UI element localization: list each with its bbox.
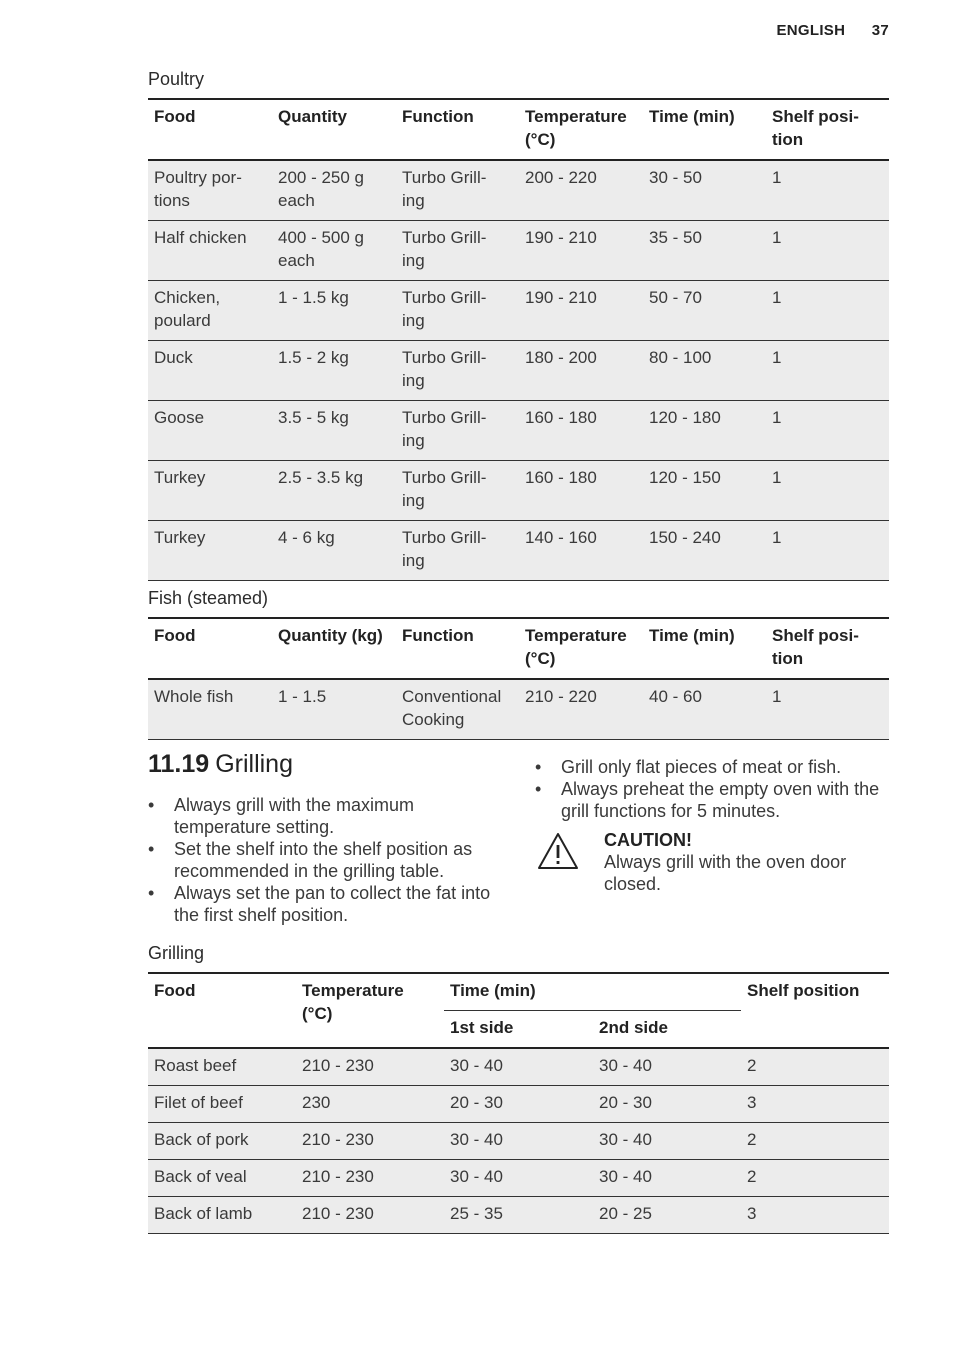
section-number: 11.19 xyxy=(148,750,210,778)
cell-shelf: 3 xyxy=(747,1204,757,1223)
header-temperature: Temperature (°C) xyxy=(519,99,643,160)
cell-second-side: 20 - 30 xyxy=(599,1093,652,1112)
cell-first-side: 30 - 40 xyxy=(450,1056,503,1075)
cell-temperature: 210 - 230 xyxy=(302,1167,374,1186)
cell-quantity: 400 - 500 g each xyxy=(278,228,365,270)
cell-first-side: 25 - 35 xyxy=(450,1204,503,1223)
table-header-row xyxy=(148,99,889,160)
header-shelf: Shelf position xyxy=(741,973,889,1048)
cell-food: Turkey xyxy=(154,528,206,547)
grilling-caption: Grilling xyxy=(148,943,205,963)
list-item: • Always grill with the maximum temperature setting. xyxy=(148,794,508,838)
table-row xyxy=(148,1197,889,1234)
cell-food: Goose xyxy=(154,408,205,427)
table-row xyxy=(148,1086,889,1123)
cell-shelf: 2 xyxy=(747,1167,757,1186)
cell-shelf: 1 xyxy=(772,288,782,307)
header-first-side: 1st side xyxy=(444,1011,593,1049)
caution-message: Always grill with the oven door closed. xyxy=(604,852,847,894)
cell-second-side: 30 - 40 xyxy=(599,1130,652,1149)
table-row xyxy=(148,341,889,401)
cell-food: Duck xyxy=(154,348,193,367)
cell-food: Whole fish xyxy=(154,687,234,706)
cell-food: Filet of beef xyxy=(154,1093,243,1112)
cell-shelf: 2 xyxy=(747,1056,757,1075)
header-temperature: Temperature (°C) xyxy=(296,973,444,1048)
table-row xyxy=(148,281,889,341)
list-item: • Set the shelf into the shelf position as recommended in the grilling table. xyxy=(148,838,508,882)
cell-shelf: 3 xyxy=(747,1093,757,1112)
header-time: Time (min) xyxy=(444,973,741,1011)
cell-shelf: 1 xyxy=(772,468,782,487)
cell-temperature: 210 - 220 xyxy=(525,687,597,706)
page-header xyxy=(754,22,889,39)
cell-food: Roast beef xyxy=(154,1056,237,1075)
cell-shelf: 2 xyxy=(747,1130,757,1149)
header-function: Function xyxy=(396,99,519,160)
poultry-table xyxy=(148,98,889,581)
header-food: Food xyxy=(148,618,272,679)
cell-time: 35 - 50 xyxy=(649,228,702,247)
cell-function: Turbo Grill- ing xyxy=(402,468,487,510)
cell-food: Chicken, poulard xyxy=(154,288,221,330)
cell-function: Turbo Grill- ing xyxy=(402,228,487,270)
cell-temperature: 210 - 230 xyxy=(302,1056,374,1075)
cell-temperature: 190 - 210 xyxy=(525,288,597,307)
caution-text-block xyxy=(604,829,864,895)
list-item: • Always preheat the empty oven with the grill functions for 5 minutes. xyxy=(535,778,880,822)
language-label: ENGLISH xyxy=(776,22,846,39)
grilling-tips-right xyxy=(535,756,880,822)
warning-triangle-icon xyxy=(536,831,580,871)
cell-quantity: 1.5 - 2 kg xyxy=(278,348,349,367)
cell-second-side: 20 - 25 xyxy=(599,1204,652,1223)
fish-table xyxy=(148,617,889,740)
cell-time: 120 - 180 xyxy=(649,408,721,427)
cell-temperature: 210 - 230 xyxy=(302,1130,374,1149)
header-second-side: 2nd side xyxy=(593,1011,741,1049)
header-temperature: Temperature (°C) xyxy=(519,618,643,679)
cell-food: Turkey xyxy=(154,468,206,487)
grilling-tips-left xyxy=(148,794,508,926)
cell-shelf: 1 xyxy=(772,687,782,706)
caution-title: CAUTION! xyxy=(604,830,692,850)
cell-first-side: 20 - 30 xyxy=(450,1093,503,1112)
cell-quantity: 3.5 - 5 kg xyxy=(278,408,349,427)
cell-time: 40 - 60 xyxy=(649,687,702,706)
header-food: Food xyxy=(148,99,272,160)
cell-temperature: 230 xyxy=(302,1093,331,1112)
cell-function: Turbo Grill- ing xyxy=(402,528,487,570)
cell-shelf: 1 xyxy=(772,408,782,427)
cell-function: Turbo Grill- ing xyxy=(402,288,487,330)
section-title: Grilling xyxy=(215,750,293,778)
table-header-row xyxy=(148,973,889,1011)
header-function: Function xyxy=(396,618,519,679)
table-row xyxy=(148,1048,889,1086)
header-shelf: Shelf posi- tion xyxy=(766,99,889,160)
header-time: Time (min) xyxy=(643,618,766,679)
cell-shelf: 1 xyxy=(772,228,782,247)
cell-second-side: 30 - 40 xyxy=(599,1056,652,1075)
cell-temperature: 140 - 160 xyxy=(525,528,597,547)
page-number: 37 xyxy=(871,22,889,39)
cell-temperature: 190 - 210 xyxy=(525,228,597,247)
cell-function: Turbo Grill- ing xyxy=(402,348,487,390)
cell-quantity: 1 - 1.5 xyxy=(278,687,327,706)
cell-shelf: 1 xyxy=(772,168,782,187)
header-food: Food xyxy=(148,973,296,1048)
cell-temperature: 160 - 180 xyxy=(525,468,597,487)
table-row xyxy=(148,1123,889,1160)
cell-time: 120 - 150 xyxy=(649,468,721,487)
cell-time: 80 - 100 xyxy=(649,348,712,367)
cell-quantity: 4 - 6 kg xyxy=(278,528,335,547)
table-row xyxy=(148,401,889,461)
cell-first-side: 30 - 40 xyxy=(450,1130,503,1149)
header-quantity: Quantity xyxy=(272,99,396,160)
cell-temperature: 200 - 220 xyxy=(525,168,597,187)
cell-time: 30 - 50 xyxy=(649,168,702,187)
cell-second-side: 30 - 40 xyxy=(599,1167,652,1186)
table-row xyxy=(148,160,889,221)
cell-temperature: 180 - 200 xyxy=(525,348,597,367)
cell-quantity: 200 - 250 g each xyxy=(278,168,365,210)
cell-quantity: 2.5 - 3.5 kg xyxy=(278,468,364,487)
cell-function: Turbo Grill- ing xyxy=(402,408,487,450)
header-quantity: Quantity (kg) xyxy=(272,618,396,679)
table-row xyxy=(148,221,889,281)
table-row xyxy=(148,679,889,740)
table-row xyxy=(148,461,889,521)
fish-caption: Fish (steamed) xyxy=(148,588,269,608)
cell-shelf: 1 xyxy=(772,528,782,547)
cell-shelf: 1 xyxy=(772,348,782,367)
poultry-caption: Poultry xyxy=(148,69,205,89)
cell-temperature: 210 - 230 xyxy=(302,1204,374,1223)
cell-time: 150 - 240 xyxy=(649,528,721,547)
cell-food: Half chicken xyxy=(154,228,247,247)
cell-food: Back of veal xyxy=(154,1167,247,1186)
cell-time: 50 - 70 xyxy=(649,288,702,307)
header-shelf: Shelf posi- tion xyxy=(766,618,889,679)
table-row xyxy=(148,1160,889,1197)
grilling-table xyxy=(148,972,889,1234)
cell-food: Poultry por- tions xyxy=(154,168,242,210)
list-item: • Always set the pan to collect the fat into the first shelf position. xyxy=(148,882,508,926)
cell-temperature: 160 - 180 xyxy=(525,408,597,427)
list-item: • Grill only flat pieces of meat or fish. xyxy=(535,756,880,778)
cell-food: Back of pork xyxy=(154,1130,249,1149)
table-header-row xyxy=(148,618,889,679)
cell-first-side: 30 - 40 xyxy=(450,1167,503,1186)
cell-function: Conventional Cooking xyxy=(402,687,502,729)
cell-quantity: 1 - 1.5 kg xyxy=(278,288,349,307)
header-time: Time (min) xyxy=(643,99,766,160)
table-row xyxy=(148,521,889,581)
cell-function: Turbo Grill- ing xyxy=(402,168,487,210)
cell-food: Back of lamb xyxy=(154,1204,253,1223)
section-heading xyxy=(148,750,293,779)
